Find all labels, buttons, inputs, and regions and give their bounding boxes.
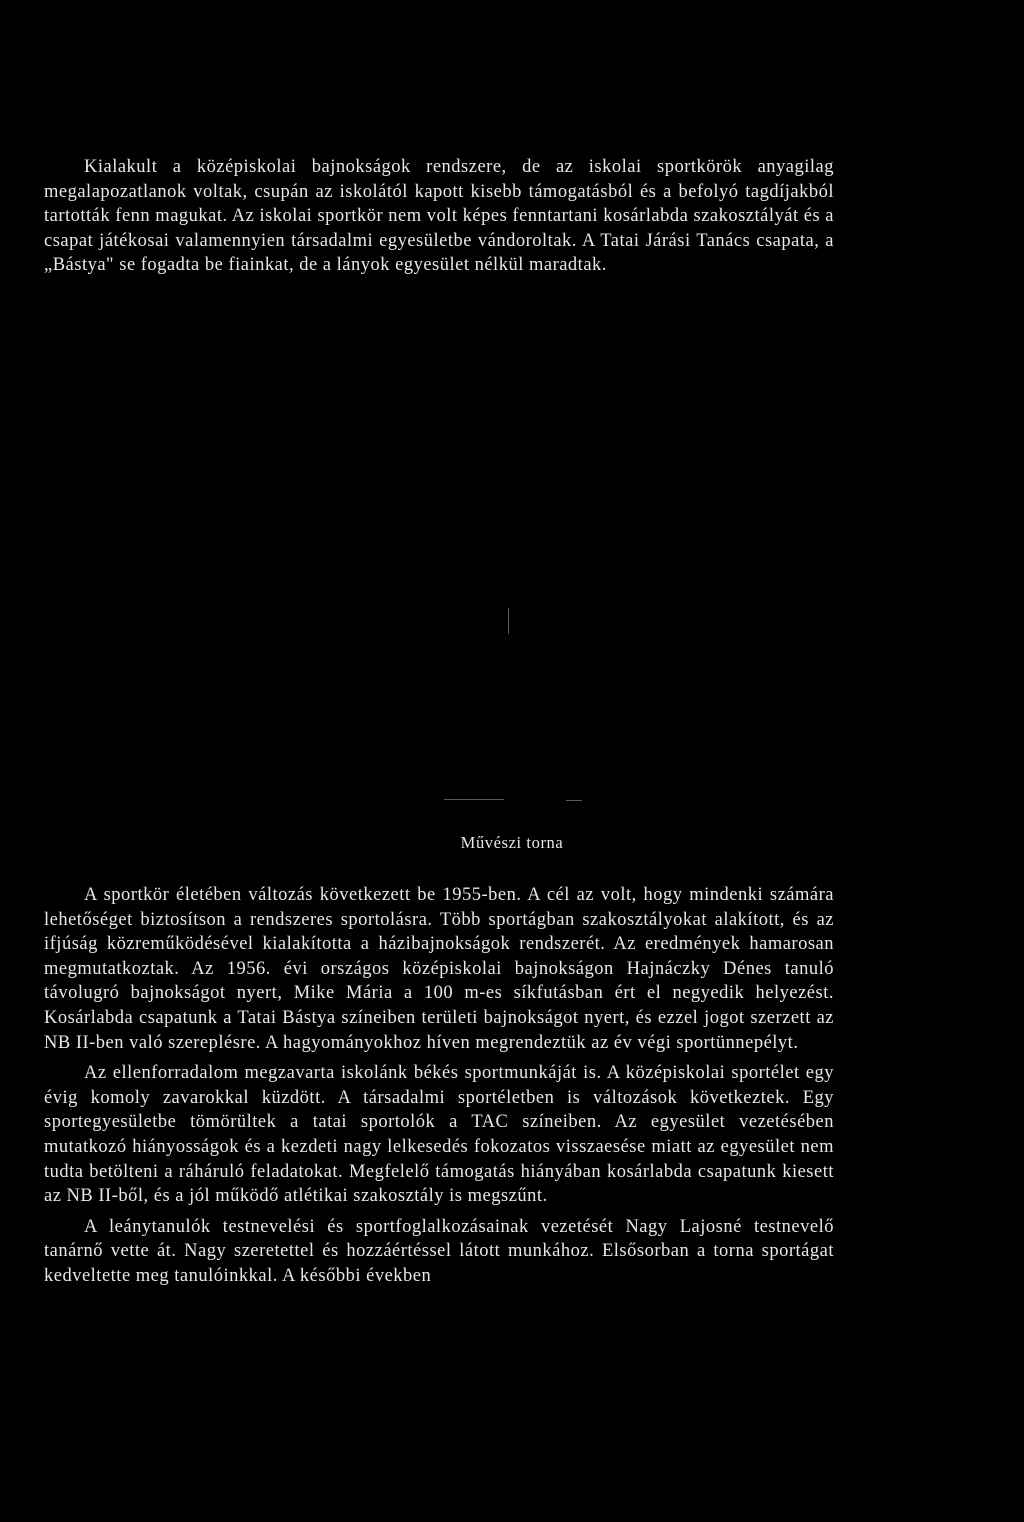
paragraph: A sportkör életében változás következett be 1955-ben. A cél az volt, hogy mindenki számára lehetőséget biztosítson a rendszeres sportolásra. Több sportágban szakosztályokat alakított, és az ifjúság közreműködésével kialakította a házibajnokságok rendszerét. Az eredmények hamarosan megmutatkoztak. Az 1956. évi országos középiskolai bajnokságon Hajnáczky Dénes tanuló távolugró bajnokságot nyert, Mike Mária a 100 m-es síkfutásban ért el negyedik helyezést. Kosárlabda csapatunk a Tatai Bástya színeiben területi bajnokságot nyert, és ezzel jogot szerzett az NB II-ben való szereplésre. A hagyományokhoz híven megrendeztük az év végi sportünnepélyt.	[44, 885, 834, 1053]
paragraph: Az ellenforradalom megzavarta iskolánk békés sportmunkáját is. A középiskolai sportélet egy évig komoly zavarokkal küzdött. A társadalmi sportéletben is változások következtek. Egy sportegyesületbe tömörültek a tatai sportolók a TAC színeiben. Az egyesület vezetésében mutatkozó hiányosságok és a kezdeti nagy lelkesedés fokozatos visszaesése miatt az egyesület nem tudta betölteni a ráháruló feladatokat. Megfelelő támogatás hiányában kosárlabda csapatunk kiesett az NB II-ből, és a jól működő atlétikai szakosztály is megszűnt.	[44, 1063, 834, 1207]
paragraph: A leánytanulók testnevelési és sportfoglalkozásainak vezetését Nagy Lajosné testnevelő tanárnő vette át. Nagy szeretettel és hozzáértéssel látott munkához. Elsősorban a torna sportágat kedveltette meg tanulóinkkal. A későbbi években	[44, 1216, 834, 1286]
text-block-bottom	[44, 883, 834, 1289]
text-block-top	[44, 155, 834, 278]
photo-speck	[566, 800, 582, 801]
photo-artistic-gymnastics	[44, 338, 834, 808]
photo-speck	[508, 608, 509, 634]
photo-speck	[444, 799, 504, 800]
paragraph: Kialakult a középiskolai bajnokságok rendszere, de az iskolai sportkörök anyagilag megalapozatlanok voltak, csupán az iskolától kapott kisebb támogatásból és a befolyó tagdíjakból tartották fenn magukat. Az iskolai sportkör nem volt képes fenntartani kosárlabda szakosztályát és a csapat játékosai valamennyien társadalmi egyesületbe vándoroltak. A Tatai Járási Tanács csapata, a „Bástya" se fogadta be fiainkat, de a lányok egyesület nélkül maradtak.	[44, 157, 834, 276]
photo-caption: Művészi torna	[460, 833, 564, 852]
